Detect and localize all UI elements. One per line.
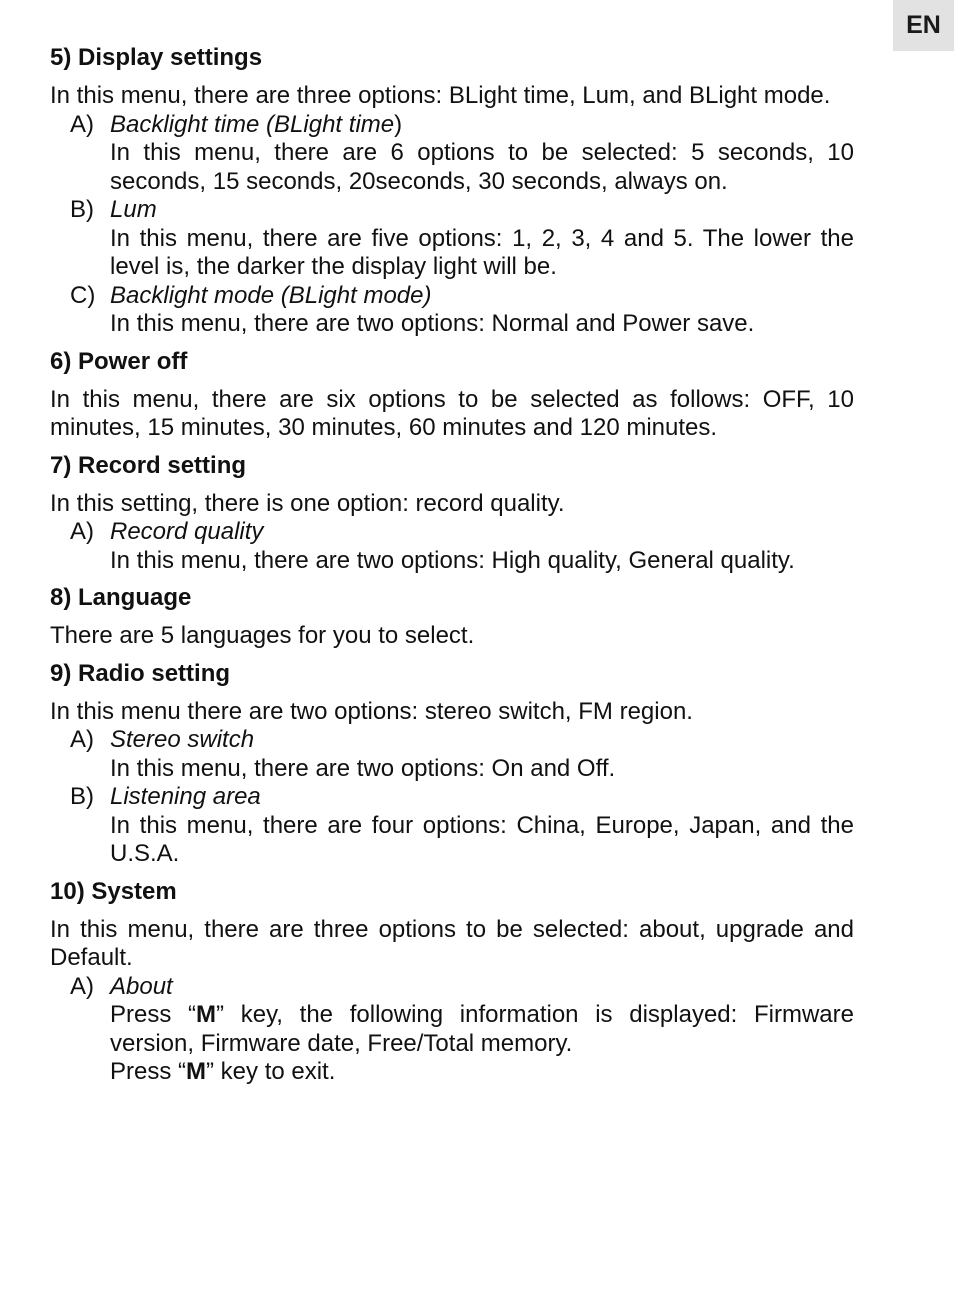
section-radio-setting (50, 660, 854, 869)
item-description: In this menu, there are two options: High quality, General quality. (110, 546, 795, 574)
section-display-settings (50, 44, 854, 339)
item-title: Backlight time (BLight time (110, 110, 395, 138)
list-item (50, 783, 854, 869)
item-description: In this menu, there are four options: China, Europe, Japan, and the U.S.A. (110, 811, 854, 867)
section-system (50, 878, 854, 1087)
list-item (50, 973, 854, 1087)
item-letter: B) (70, 196, 94, 223)
item-description: In this menu, there are two options: On and Off. (110, 754, 616, 782)
section-power-off (50, 348, 854, 443)
item-letter: A) (70, 726, 94, 753)
list-item (50, 111, 854, 197)
item-title: About (110, 972, 173, 1000)
item-title: Record quality (110, 518, 264, 545)
section-record-setting (50, 452, 854, 576)
item-letter: A) (70, 110, 94, 138)
m-key-label: M (196, 1001, 217, 1028)
list-item (50, 196, 854, 282)
item-title: Lum (110, 196, 157, 223)
item-description (110, 1058, 854, 1087)
section-intro: There are 5 languages for you to select. (50, 622, 475, 649)
section-heading: 9) Radio setting (50, 659, 231, 687)
manual-content (50, 44, 854, 1096)
section-heading: 7) Record setting (50, 451, 247, 479)
section-language (50, 584, 854, 651)
section-heading: 8) Language (50, 584, 192, 611)
list-item (50, 282, 854, 339)
language-tab-en: EN (893, 0, 954, 51)
item-letter: B) (70, 783, 94, 810)
text-fragment: ” key to exit. (206, 1058, 336, 1085)
m-key-label: M (186, 1058, 207, 1085)
item-letter: C) (70, 281, 96, 309)
item-letter: A) (70, 972, 94, 1000)
item-title-tail: ) (394, 110, 403, 138)
text-fragment: ” key, the following information is displayed: Firmware version, Firmware date, Free/Total memory. (110, 1001, 854, 1057)
item-description: In this menu, there are two options: Normal and Power save. (110, 310, 755, 337)
item-title: Listening area (110, 783, 261, 810)
item-description: In this menu, there are 6 options to be selected: 5 seconds, 10 seconds, 15 seconds, 20seconds, 30 seconds, always on. (110, 139, 854, 195)
section-heading: 6) Power off (50, 347, 188, 375)
list-item (50, 518, 854, 575)
list-item (50, 726, 854, 783)
item-description: In this menu, there are five options: 1, 2, 3, 4 and 5. The lower the level is, the darker the display light will be. (110, 224, 854, 280)
section-intro: In this menu, there are three options: BLight time, Lum, and BLight mode. (50, 82, 831, 109)
item-letter: A) (70, 518, 94, 545)
text-fragment: Press “ (110, 1001, 197, 1028)
section-heading: 5) Display settings (50, 44, 263, 71)
section-intro: In this menu, there are three options to be selected: about, upgrade and Default. (50, 915, 854, 971)
section-intro: In this menu, there are six options to be selected as follows: OFF, 10 minutes, 15 minutes, 30 minutes, 60 minutes and 120 minutes. (50, 385, 854, 441)
section-intro: In this menu there are two options: stereo switch, FM region. (50, 697, 693, 725)
section-heading: 10) System (50, 877, 177, 905)
text-fragment: Press “ (110, 1058, 187, 1085)
section-intro: In this setting, there is one option: record quality. (50, 489, 565, 517)
item-title: Stereo switch (110, 726, 255, 753)
item-description (110, 1001, 854, 1058)
item-title: Backlight mode (BLight mode) (110, 281, 432, 309)
